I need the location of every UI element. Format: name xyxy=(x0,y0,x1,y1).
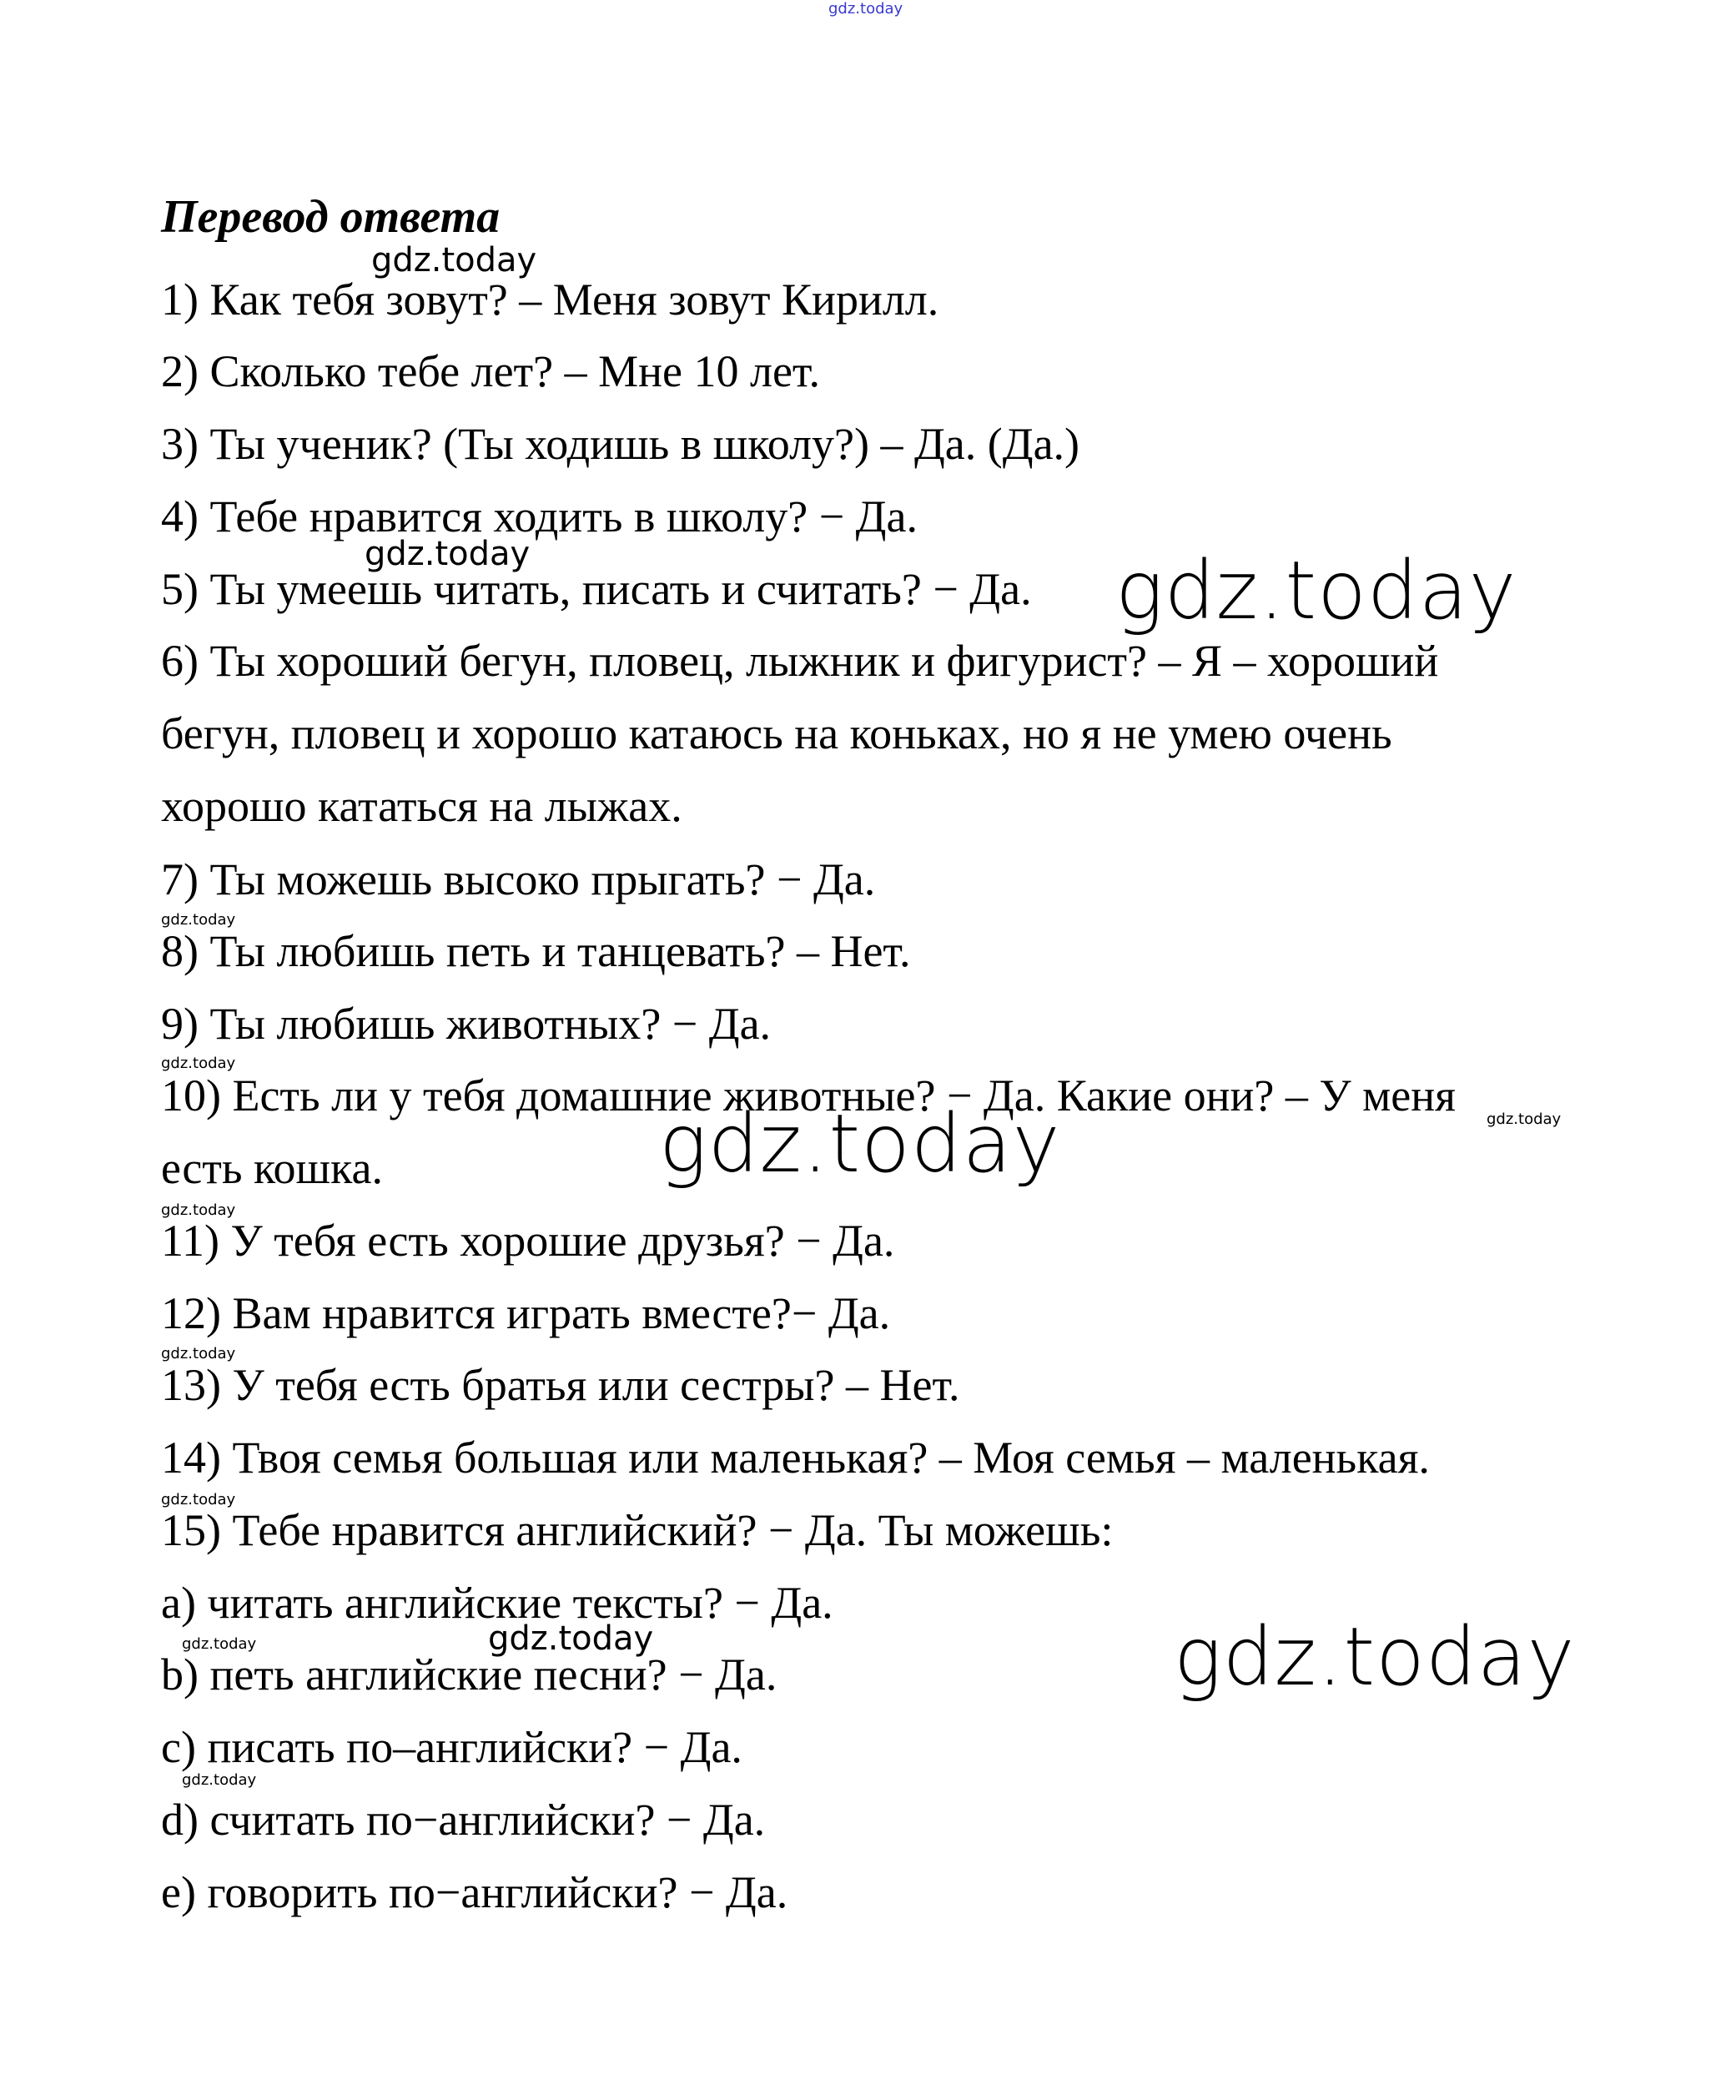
answer-line-4: 4) Тебе нравится ходить в школу? − Да. xyxy=(161,491,918,541)
answer-line-15b: b) петь английские песни? − Да. xyxy=(161,1649,777,1700)
answer-line-15a: a) читать английские тексты? − Да. xyxy=(161,1578,833,1628)
watermark: gdz.today xyxy=(161,1201,236,1219)
page-title: Перевод ответа xyxy=(161,191,501,243)
answer-line-2: 2) Сколько тебе лет? – Мне 10 лет. xyxy=(161,346,820,396)
answer-line-6b: бегун, пловец и хорошо катаюсь на коньках, но я не умею очень xyxy=(161,708,1392,758)
answer-line-13: 13) У тебя есть братья или сестры? – Нет. xyxy=(161,1360,960,1410)
watermark: gdz.today xyxy=(161,1345,236,1362)
watermark: gdz.today xyxy=(182,1635,257,1653)
answer-line-15d: d) считать по−английски? − Да. xyxy=(161,1795,766,1845)
answer-line-1: 1) Как тебя зовут? – Меня зовут Кирилл. xyxy=(161,274,939,325)
watermark: gdz.today xyxy=(1115,544,1517,637)
watermark-top: gdz.today xyxy=(828,0,903,18)
answer-line-6a: 6) Ты хороший бегун, пловец, лыжник и фигурист? – Я – хороший xyxy=(161,636,1439,686)
answer-line-12: 12) Вам нравится играть вместе?− Да. xyxy=(161,1288,891,1338)
answer-line-7: 7) Ты можешь высоко прыгать? − Да. xyxy=(161,854,876,904)
watermark: gdz.today xyxy=(659,1097,1061,1191)
watermark: gdz.today xyxy=(161,911,236,929)
answer-line-14: 14) Твоя семья большая или маленькая? – Моя семья – маленькая. xyxy=(161,1433,1430,1483)
answer-line-9: 9) Ты любишь животных? − Да. xyxy=(161,999,772,1049)
watermark: gdz.today xyxy=(161,1491,236,1508)
answer-line-15: 15) Тебе нравится английский? − Да. Ты можешь: xyxy=(161,1505,1114,1555)
answer-line-3: 3) Ты ученик? (Ты ходишь в школу?) – Да. (Да.) xyxy=(161,419,1080,469)
watermark: gdz.today xyxy=(371,241,537,279)
watermark: gdz.today xyxy=(161,1055,236,1072)
answer-line-10a: 10) Есть ли у тебя домашние животные? − Да. Какие они? – У меня xyxy=(161,1070,1456,1121)
watermark: gdz.today xyxy=(488,1619,654,1658)
watermark: gdz.today xyxy=(182,1771,257,1789)
answer-line-11: 11) У тебя есть хорошие друзья? − Да. xyxy=(161,1216,895,1266)
answer-line-15e: e) говорить по−английски? − Да. xyxy=(161,1867,788,1917)
watermark: gdz.today xyxy=(1487,1110,1562,1128)
answer-line-10b: есть кошка. xyxy=(161,1143,383,1193)
watermark: gdz.today xyxy=(1174,1610,1576,1704)
answer-line-15c: c) писать по–английски? − Да. xyxy=(161,1722,742,1772)
answer-line-5: 5) Ты умеешь читать, писать и считать? − Да. xyxy=(161,564,1032,614)
watermark: gdz.today xyxy=(365,535,531,573)
answer-line-6c: хорошо кататься на лыжах. xyxy=(161,781,682,831)
answer-line-8: 8) Ты любишь петь и танцевать? – Нет. xyxy=(161,926,911,976)
